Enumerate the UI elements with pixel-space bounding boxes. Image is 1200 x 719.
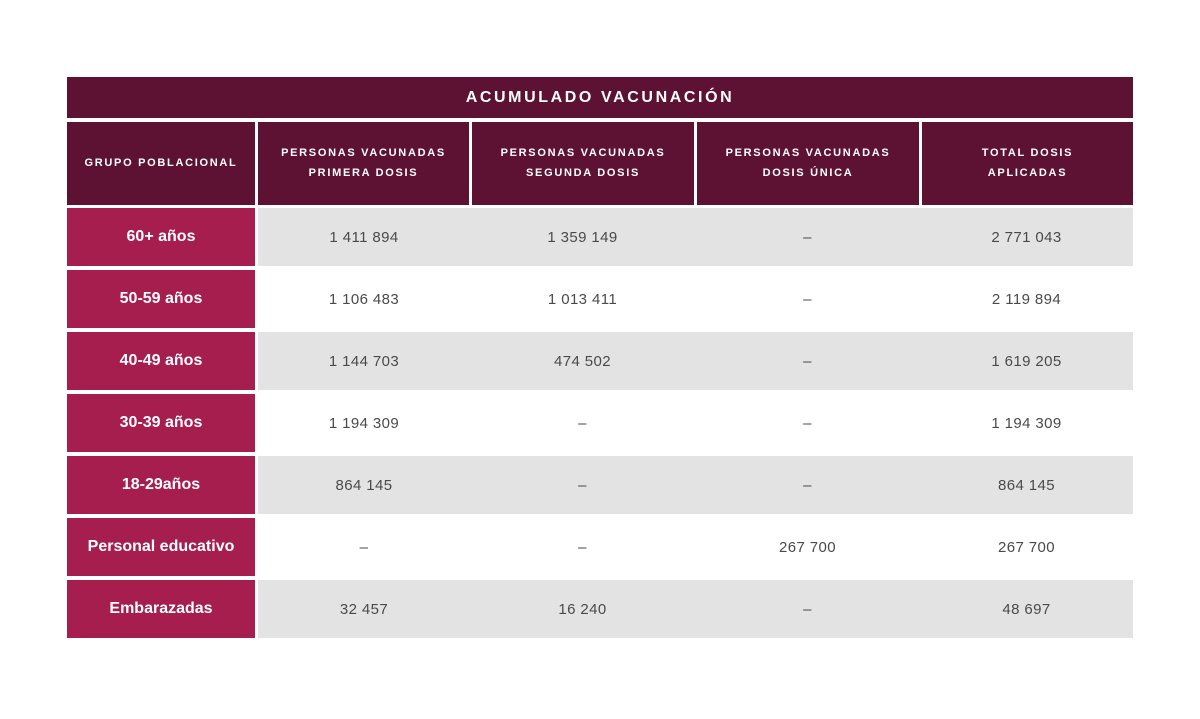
table-title-text: ACUMULADO VACUNACIÓN	[465, 88, 735, 106]
table-row	[67, 394, 1133, 452]
cell-total-dosis: 864 145	[997, 476, 1056, 494]
cell-segunda-dosis: 16 240	[558, 600, 607, 618]
row-values	[258, 518, 1133, 576]
row-label: Embarazadas	[67, 580, 255, 638]
column-header-line: SEGUNDA DOSIS	[526, 166, 640, 179]
cell-segunda-dosis: 474 502	[553, 352, 612, 370]
cell-dosis-unica: –	[803, 476, 812, 494]
cell-primera-dosis: 1 144 703	[328, 352, 400, 370]
cell-primera-dosis: 1 106 483	[328, 290, 400, 308]
cell-total-dosis: 2 771 043	[991, 228, 1062, 246]
column-header-segunda-dosis	[472, 122, 694, 205]
row-label: Personal educativo	[67, 518, 255, 576]
table-row	[67, 332, 1133, 390]
column-header-line: APLICADAS	[987, 166, 1068, 179]
row-label: 30-39 años	[67, 394, 255, 452]
table-title	[67, 77, 1133, 118]
column-header-line: PERSONAS VACUNADAS	[725, 146, 891, 159]
cell-segunda-dosis: 1 359 149	[547, 228, 618, 246]
table-row	[67, 456, 1133, 514]
cell-dosis-unica: –	[803, 352, 812, 370]
column-header-line: PERSONAS VACUNADAS	[500, 146, 666, 159]
cell-dosis-unica: –	[803, 414, 812, 432]
row-label: 50-59 años	[67, 270, 255, 328]
column-header-line: PRIMERA DOSIS	[308, 166, 419, 179]
cell-segunda-dosis: –	[578, 476, 587, 494]
row-values	[258, 270, 1133, 328]
cell-primera-dosis: 864 145	[335, 476, 393, 494]
column-header-line: DOSIS ÚNICA	[762, 166, 854, 179]
cell-primera-dosis: 1 411 894	[329, 228, 399, 246]
column-header-line: GRUPO POBLACIONAL	[84, 156, 238, 169]
cell-total-dosis: 48 697	[1002, 600, 1051, 618]
cell-primera-dosis: 1 194 309	[328, 414, 400, 432]
column-header-grupo-poblacional	[67, 122, 255, 205]
table-header-row	[67, 122, 1133, 205]
row-values	[258, 332, 1133, 390]
row-label: 18-29años	[67, 456, 255, 514]
table-row	[67, 518, 1133, 576]
cell-total-dosis: 1 619 205	[991, 352, 1062, 370]
column-header-primera-dosis	[258, 122, 469, 205]
cell-segunda-dosis: 1 013 411	[547, 290, 618, 308]
cell-primera-dosis: –	[359, 538, 369, 556]
row-label: 60+ años	[67, 208, 255, 266]
column-header-line: PERSONAS VACUNADAS	[281, 146, 446, 159]
cell-total-dosis: 2 119 894	[991, 290, 1062, 308]
cell-dosis-unica: 267 700	[778, 538, 837, 556]
row-values	[258, 208, 1133, 266]
cell-segunda-dosis: –	[578, 538, 587, 556]
column-header-dosis-unica	[697, 122, 919, 205]
cell-dosis-unica: –	[803, 290, 812, 308]
vaccination-accumulated-table	[67, 77, 1133, 642]
column-header-line: TOTAL DOSIS	[981, 146, 1074, 159]
table-row	[67, 208, 1133, 266]
table-row	[67, 270, 1133, 328]
row-label: 40-49 años	[67, 332, 255, 390]
column-header-total-dosis	[922, 122, 1133, 205]
row-values	[258, 580, 1133, 638]
row-values	[258, 394, 1133, 452]
table-row	[67, 580, 1133, 638]
cell-dosis-unica: –	[803, 228, 812, 246]
cell-total-dosis: 267 700	[997, 538, 1056, 556]
cell-segunda-dosis: –	[578, 414, 587, 432]
table-body	[67, 208, 1133, 638]
row-values	[258, 456, 1133, 514]
cell-total-dosis: 1 194 309	[991, 414, 1062, 432]
cell-primera-dosis: 32 457	[339, 600, 389, 618]
cell-dosis-unica: –	[803, 600, 812, 618]
